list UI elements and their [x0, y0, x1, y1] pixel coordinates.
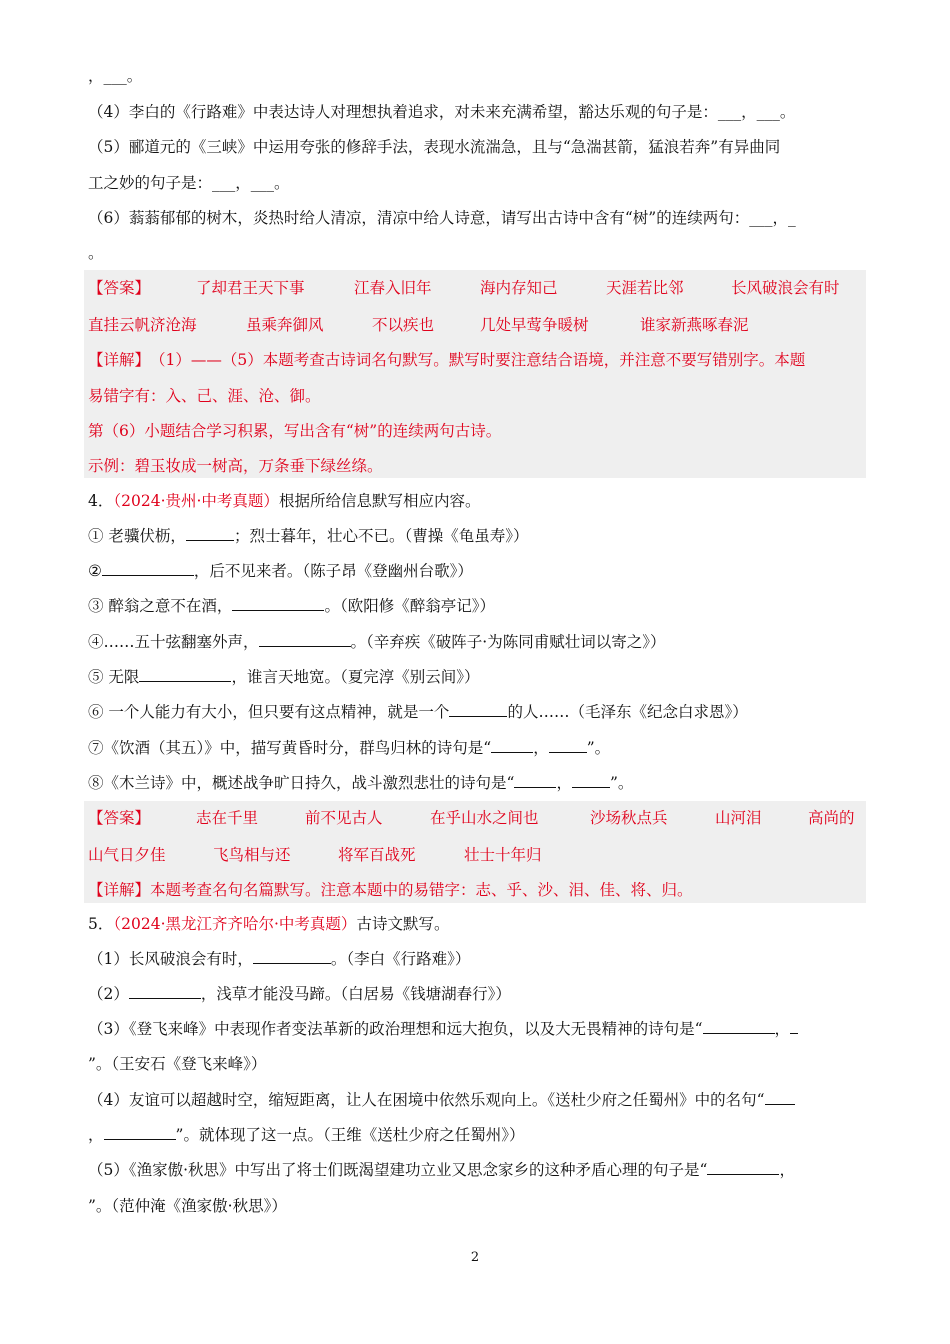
item-text: ”。	[586, 739, 611, 757]
item-text: ②	[88, 562, 102, 580]
answer-blank[interactable]	[232, 596, 324, 611]
answer-box-q3	[84, 270, 866, 478]
answer-label: 【答案】	[88, 279, 151, 297]
answer-item: 几处早莺争暖树	[480, 316, 589, 334]
answer-item: 在乎山水之间也	[430, 809, 539, 827]
item-text: ，	[774, 1020, 791, 1038]
answer-blank[interactable]	[549, 738, 587, 753]
q5-item-4-line-2	[88, 1125, 863, 1145]
answer-blank[interactable]	[514, 773, 556, 788]
item-text: ”。	[609, 774, 634, 792]
q5-item-1	[88, 949, 863, 969]
answer-blank[interactable]	[707, 1160, 779, 1175]
item-text: （1）长风破浪会有时，	[88, 950, 253, 968]
q5-item-3-line-2: ”。（王安石《登飞来峰》）	[88, 1055, 267, 1073]
answer-blank[interactable]	[703, 1019, 775, 1034]
q4-item-7	[88, 738, 863, 758]
answer-blank[interactable]	[572, 773, 610, 788]
q5-item-3-line-1	[88, 1019, 863, 1039]
item-text: ，浅草才能没马蹄。（白居易《钱塘湖春行》）	[200, 985, 511, 1003]
answer-item: 山河泪	[715, 809, 762, 827]
item-text: ⑤ 无限	[88, 668, 140, 686]
answer-blank[interactable]	[139, 667, 231, 682]
answer-item: 虽乘奔御风	[246, 316, 324, 334]
answer-item: 前不见古人	[305, 809, 383, 827]
item-text: ，谁言天地宽。（夏完淳《别云间》）	[231, 668, 480, 686]
item-text: （4）友谊可以超越时空，缩短距离，让人在困境中依然乐观向上。《送杜少府之任蜀州》中的名句“	[88, 1091, 765, 1109]
answer-item: 飞鸟相与还	[213, 846, 291, 864]
q4-item-2	[88, 561, 863, 581]
item-text: ④……五十弦翻塞外声，	[88, 633, 259, 651]
q4-item-3	[88, 596, 863, 616]
answer-blank[interactable]	[186, 526, 234, 541]
item-text: ，	[533, 739, 549, 757]
q4-stem	[88, 491, 863, 511]
q5-item-5-line-2: ”。（范仲淹《渔家傲·秋思》）	[88, 1197, 287, 1215]
q3-item-5-line-2: 工之妙的句子是：___，___。	[88, 174, 290, 192]
answer-blank[interactable]	[449, 702, 507, 717]
q5-item-2	[88, 984, 863, 1004]
q3-item-6-line-2: 。	[88, 244, 104, 262]
detail-q3-line-2: 易错字有：入、己、涯、沧、御。	[88, 387, 321, 405]
q5-item-5-line-1	[88, 1160, 863, 1180]
q3-item-5-line-1: （5）郦道元的《三峡》中运用夸张的修辞手法，表现水流湍急，且与“急湍甚箭，猛浪若奔”有异曲同	[88, 138, 781, 156]
detail-q3-line-3: 第（6）小题结合学习积累，写出含有“树”的连续两句古诗。	[88, 422, 502, 440]
item-text: 。（欧阳修《醉翁亭记》）	[324, 597, 495, 615]
item-text: ，	[779, 1161, 795, 1179]
item-text: 。（李白《行路难》）	[330, 950, 471, 968]
answer-blank[interactable]	[104, 1125, 176, 1140]
answer-blank[interactable]	[253, 949, 331, 964]
item-text: （3）《登飞来峰》中表现作者变法革新的政治理想和远大抱负，以及大无畏精神的诗句是“	[88, 1020, 703, 1038]
answer-item: 江春入旧年	[354, 279, 432, 297]
answer-item: 山气日夕佳	[88, 846, 166, 864]
item-text: ”。就体现了这一点。（王维《送杜少府之任蜀州》）	[175, 1126, 525, 1144]
answer-item: 高尚的	[808, 809, 855, 827]
answer-item: 天涯若比邻	[606, 279, 684, 297]
answer-item: 不以疾也	[372, 316, 435, 334]
answer-blank[interactable]	[259, 632, 351, 647]
item-text: ，	[88, 1126, 104, 1144]
page-number: 2	[470, 1250, 480, 1265]
answer-item: 将军百战死	[338, 846, 416, 864]
question-source: （2024·黑龙江齐齐哈尔·中考真题）	[113, 915, 357, 933]
item-text: ① 老骥伏枥，	[88, 527, 186, 545]
item-text: （2）	[88, 985, 129, 1003]
q4-item-6	[88, 702, 863, 722]
detail-text: （1）——（5）本题考查古诗词名句默写。默写时要注意结合语境，并注意不要写错别字。本题	[150, 351, 806, 369]
answer-blank[interactable]	[790, 1019, 798, 1034]
answer-blank[interactable]	[491, 738, 533, 753]
question-source: （2024·贵州·中考真题）	[113, 492, 279, 510]
q4-item-4	[88, 632, 863, 652]
question-number: 5．	[88, 915, 114, 933]
answer-item: 海内存知己	[480, 279, 558, 297]
q3-item-4: （4）李白的《行路难》中表达诗人对理想执着追求，对未来充满希望，豁达乐观的句子是：___，___。	[88, 103, 796, 121]
answer-item: 了却君王天下事	[196, 279, 305, 297]
answer-item: 谁家新燕啄春泥	[640, 316, 749, 334]
answer-label: 【答案】	[88, 809, 151, 827]
detail-label: 【详解】	[88, 351, 151, 369]
item-text: ⑧《木兰诗》中，概述战争旷日持久，战斗激烈悲壮的诗句是“	[88, 774, 515, 792]
item-text: ；烈士暮年，壮心不已。（曹操《龟虽寿》）	[233, 527, 529, 545]
q3-line-0: ，___。	[88, 67, 143, 85]
answer-blank[interactable]	[765, 1090, 795, 1105]
item-text: （5）《渔家傲·秋思》中写出了将士们既渴望建功立业又思念家乡的这种矛盾心理的句子是“	[88, 1161, 708, 1179]
item-text: 。（辛弃疾《破阵子·为陈同甫赋壮词以寄之》）	[350, 633, 666, 651]
item-text: ⑦《饮酒（其五）》中，描写黄昏时分，群鸟归林的诗句是“	[88, 739, 492, 757]
question-stem: 根据所给信息默写相应内容。	[278, 492, 481, 510]
detail-label: 【详解】	[88, 881, 151, 899]
detail-text: 本题考查名句名篇默写。注意本题中的易错字：志、乎、沙、泪、佳、将、归。	[150, 881, 693, 899]
item-text: ③ 醉翁之意不在酒，	[88, 597, 233, 615]
answer-item: 志在千里	[196, 809, 259, 827]
item-text: ，后不见来者。（陈子昂《登幽州台歌》）	[193, 562, 473, 580]
item-text: 的人……（毛泽东《纪念白求恩》）	[507, 703, 748, 721]
answer-item: 沙场秋点兵	[590, 809, 668, 827]
answer-item: 长风破浪会有时	[731, 279, 840, 297]
q4-item-8	[88, 773, 863, 793]
item-text: ⑥ 一个人能力有大小，但只要有这点精神，就是一个	[88, 703, 450, 721]
answer-item: 直挂云帆济沧海	[88, 316, 197, 334]
item-text: ，	[556, 774, 572, 792]
q3-item-6-line-1: （6）蓊蓊郁郁的树木，炎热时给人清凉，清凉中给人诗意，请写出古诗中含有“树”的连续两句：___，_	[88, 209, 796, 227]
answer-item: 壮士十年归	[464, 846, 542, 864]
question-stem: 古诗文默写。	[356, 915, 450, 933]
detail-q3-line-4: 示例：碧玉妆成一树高，万条垂下绿丝绦。	[88, 457, 383, 475]
question-number: 4．	[88, 492, 114, 510]
q5-stem	[88, 914, 863, 934]
q4-item-5	[88, 667, 863, 687]
answer-blank[interactable]	[102, 561, 194, 576]
answer-blank[interactable]	[129, 984, 201, 999]
q5-item-4-line-1	[88, 1090, 863, 1110]
q4-item-1	[88, 526, 863, 546]
